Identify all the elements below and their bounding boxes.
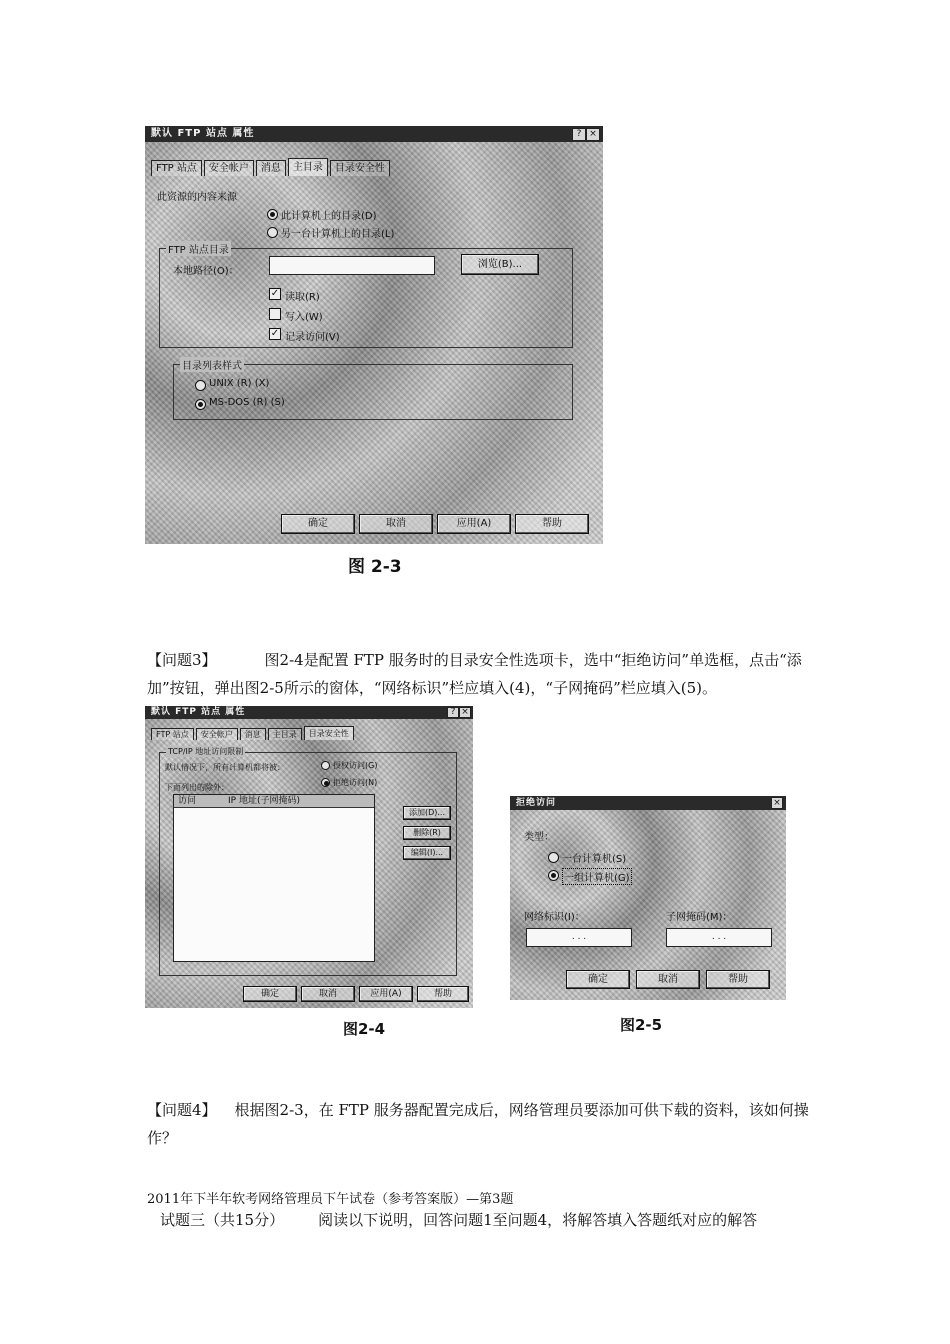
column-ip-address[interactable]: IP 地址(子网掩码) [228, 796, 300, 806]
tab-messages[interactable]: 消息 [256, 160, 286, 176]
figure-2-4-dialog [145, 706, 473, 1008]
radio-group-label: 一组计算机(G) [562, 868, 632, 885]
browse-button[interactable]: 浏览(B)... [461, 254, 539, 275]
radio-deny-label: 拒绝访问(N) [333, 778, 378, 787]
help-title-button[interactable]: ? [572, 128, 586, 141]
radio-single-computer[interactable] [548, 852, 559, 863]
local-path-label: 本地路径(O)： [173, 266, 239, 277]
read-checkbox[interactable]: ✓ [270, 288, 280, 299]
exception-list[interactable] [173, 794, 375, 962]
remove-button[interactable]: 删除(R) [403, 826, 451, 840]
exam-footer-title: 2011年下半年软考网络管理员下午试卷（参考答案版）—第3题 [147, 1192, 514, 1207]
radio-other-computer[interactable] [267, 227, 278, 238]
radio-local-label: 此计算机上的目录(D) [281, 211, 377, 222]
tab-directory-security[interactable]: 目录安全性 [330, 160, 390, 176]
close-icon[interactable]: × [586, 128, 600, 141]
radio-group-computers[interactable] [548, 870, 559, 881]
radio-other-label: 另一台计算机上的目录(L) [281, 229, 395, 240]
radio-grant-label: 授权访问(G) [333, 761, 378, 770]
question-3 [147, 646, 812, 702]
log-access-label: 记录访问(V) [285, 332, 340, 343]
dialog-title: 拒绝访问 [510, 796, 786, 810]
exam-footer-intro [160, 1206, 820, 1234]
help-title-button[interactable]: ? [447, 707, 459, 718]
content-source-label: 此资源的内容来源 [157, 192, 237, 203]
local-path-input[interactable] [269, 256, 435, 275]
except-label: 下面列出的除外： [165, 783, 229, 792]
tab-ftp-site[interactable]: FTP 站点 [151, 160, 202, 176]
close-icon[interactable]: × [459, 707, 471, 718]
dialog-title: 默认 FTP 站点 属性 [145, 126, 603, 142]
list-header [174, 795, 374, 808]
read-label: 读取(R) [285, 292, 320, 303]
exam-section-text: 阅读以下说明，回答问题1至问题4，将解答填入答题纸对应的解答 [318, 1211, 758, 1229]
cancel-button[interactable]: 取消 [359, 514, 433, 534]
cancel-button[interactable]: 取消 [636, 970, 700, 989]
figure-2-3-dialog [145, 126, 603, 544]
edit-button[interactable]: 编辑(I)... [403, 846, 451, 860]
write-checkbox[interactable] [269, 308, 281, 320]
help-button[interactable]: 帮助 [417, 986, 469, 1002]
network-id-input[interactable]: . . . [526, 928, 632, 947]
tab-security-accounts[interactable]: 安全帐户 [204, 160, 254, 176]
figure-2-3-caption: 图 2-3 [348, 557, 402, 577]
group-label: TCP/IP 地址访问限制 [168, 747, 244, 756]
radio-msdos-label: MS-DOS (R) (S) [209, 397, 285, 408]
ok-button[interactable]: 确定 [281, 514, 355, 534]
tab-ftp-site[interactable]: FTP 站点 [151, 728, 194, 740]
log-access-checkbox[interactable]: ✓ [270, 328, 280, 339]
tab-home-directory[interactable]: 主目录 [288, 158, 328, 176]
figure-2-5-caption: 图2-5 [620, 1016, 663, 1034]
subnet-mask-label: 子网掩码(M)： [666, 912, 733, 923]
ok-button[interactable]: 确定 [243, 986, 297, 1002]
figure-2-4-caption: 图2-4 [343, 1020, 386, 1038]
help-button[interactable]: 帮助 [515, 514, 589, 534]
question-3-label: 【问题3】 [147, 651, 217, 669]
radio-unix-label: UNIX (R) (X) [209, 378, 270, 389]
apply-button[interactable]: 应用(A) [359, 986, 413, 1002]
group-label: 目录列表样式 [180, 357, 244, 372]
question-4-text: 根据图2-3，在 FTP 服务器配置完成后，网络管理员要添加可供下载的资料，该如何操作？ [147, 1101, 809, 1147]
apply-button[interactable]: 应用(A) [437, 514, 511, 534]
help-button[interactable]: 帮助 [706, 970, 770, 989]
radio-grant-access[interactable] [321, 761, 330, 770]
cancel-button[interactable]: 取消 [301, 986, 355, 1002]
ok-button[interactable]: 确定 [566, 970, 630, 989]
directory-listing-group [173, 361, 573, 420]
add-button[interactable]: 添加(D)... [403, 806, 451, 820]
radio-unix[interactable] [195, 380, 206, 391]
exam-section-label: 试题三（共15分） [160, 1211, 285, 1229]
radio-msdos[interactable] [195, 399, 206, 410]
tab-security-accounts[interactable]: 安全帐户 [196, 728, 238, 740]
tab-directory-security[interactable]: 目录安全性 [304, 726, 354, 740]
group-label: FTP 站点目录 [166, 241, 231, 256]
question-4-label: 【问题4】 [147, 1101, 217, 1119]
close-icon[interactable]: × [771, 797, 783, 809]
subnet-mask-input[interactable]: . . . [666, 928, 772, 947]
radio-local-directory[interactable] [267, 209, 278, 220]
column-access[interactable]: 访问 [178, 796, 197, 806]
tab-messages[interactable]: 消息 [240, 728, 266, 740]
dialog-title: 默认 FTP 站点 属性 [145, 706, 473, 719]
type-label: 类型： [524, 832, 554, 843]
radio-deny-access[interactable] [321, 778, 330, 787]
write-label: 写入(W) [285, 312, 323, 323]
network-id-label: 网络标识(I)： [524, 912, 585, 923]
radio-single-label: 一台计算机(S) [562, 854, 627, 865]
figure-2-5-dialog [510, 796, 786, 1000]
tab-strip [151, 160, 597, 176]
tab-strip [151, 728, 467, 740]
default-text: 默认情况下，所有计算机都将被： [165, 763, 285, 772]
tab-home-directory[interactable]: 主目录 [268, 728, 302, 740]
question-3-text: 图2-4是配置 FTP 服务时的目录安全性选项卡，选中“拒绝访问”单选框，点击“添加”按钮，弹出图2-5所示的窗体，“网络标识”栏应填入(4)，“子网掩码”栏应填入(5)。 [147, 651, 802, 697]
question-4 [147, 1096, 812, 1152]
